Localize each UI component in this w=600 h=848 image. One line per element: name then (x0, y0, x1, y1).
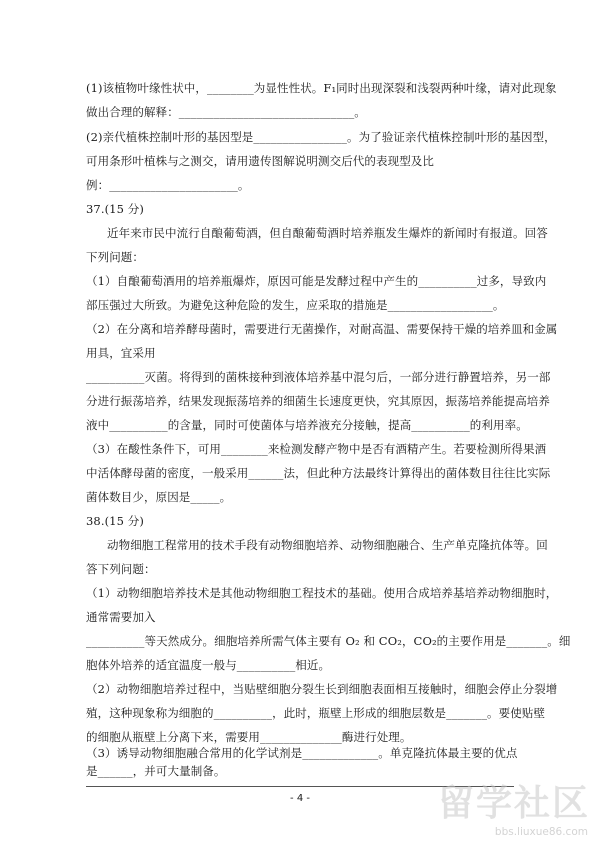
q36-part1-line2: 做出合理的解释：______________________________。 (86, 105, 366, 119)
watermark-url: bbs.liuxue86.com (494, 826, 588, 838)
q37-part2-line3: __________灭菌。将得到的菌株接种到液体培养基中混匀后，一部分进行静置培养，另一部 (86, 370, 551, 384)
q38-part3-line1: （3）诱导动物细胞融合常用的化学试剂是_____________。单克隆抗体最主要的优点 (86, 746, 518, 760)
q37-intro-line2: 下列问题： (86, 250, 144, 264)
watermark-logo-text: 留学社区 (437, 783, 590, 824)
q37-part2-line2: 用具，宜采用 (86, 346, 156, 360)
q38-part2-line1: （2）动物细胞培养过程中，当贴壁细胞分裂生长到细胞表面相互接触时，细胞会停止分裂增 (86, 682, 558, 696)
q38-part1-line2: 通常需要加入 (86, 610, 156, 624)
q36-part2-line3: 例：______________________。 (86, 178, 250, 192)
q36-part2-line2: 可用条形叶植株与之测交，请用遗传图解说明测交后代的表现型及比 (86, 154, 434, 168)
q38-part1-line3: __________等天然成分。细胞培养所需气体主要有 O₂ 和 CO₂，CO₂的主要作用是_______。细 (86, 634, 571, 648)
q37-intro-line1: 近年来市民中流行自酿葡萄酒，但自酿葡萄酒时培养瓶发生爆炸的新闻时有报道。回答 (107, 226, 548, 240)
q36-part1-line1: (1)该植物叶缘性状中，________为显性性状。F₁同时出现深裂和浅裂两种叶缘，请对此现象 (86, 81, 557, 95)
q38-part1-line4: 胞体外培养的适宜温度一般与__________相近。 (86, 658, 331, 672)
q37-part1-line2: 部压强过大所致。为避免这种危险的发生，应采取的措施是__________________。 (86, 298, 505, 312)
q37-part2-line1: （2）在分离和培养酵母菌时，需要进行无菌操作，对耐高温、需要保持干燥的培养皿和金属 (86, 322, 558, 336)
q38-part1-line1: （1）动物细胞培养技术是其他动物细胞工程技术的基础。使用合成培养基培养动物细胞时， (86, 586, 558, 600)
q38-part2-line2: 殖，这种现象称为细胞的__________，此时，瓶壁上形成的细胞层数是_______。要使贴壁 (86, 706, 546, 720)
q37-part3-line1: （3）在酸性条件下，可用________来检测发酵产物中是否有酒精产生。若要检测所得果酒 (86, 442, 547, 456)
q38-intro-line1: 动物细胞工程常用的技术手段有动物细胞培养、动物细胞融合、生产单克隆抗体等。回 (107, 538, 548, 552)
q37-part3-line2: 中活体酵母菌的密度，一般采用______法，但此种方法最终计算得出的菌体数目往往比实际 (86, 466, 551, 480)
q37-heading: 37.(15 分) (86, 202, 144, 216)
q37-part1-line1: （1）自酿葡萄酒用的培养瓶爆炸，原因可能是发酵过程中产生的__________过多，导致内 (86, 274, 547, 288)
q37-part3-line3: 菌体数目少，原因是_____。 (86, 490, 232, 504)
q38-heading: 38.(15 分) (86, 514, 144, 528)
site-watermark (422, 784, 592, 844)
q38-part3-line2: 是______，并可大量制备。 (86, 764, 226, 778)
q37-part2-line4: 分进行振荡培养，结果发现振荡培养的细菌生长速度更快，究其原因，振荡培养能提高培养 (86, 394, 550, 408)
page-number: - 4 - (290, 793, 310, 804)
q36-part2-line1: (2)亲代植株控制叶形的基因型是________________。为了验证亲代植株控制叶形的基因型， (86, 130, 556, 144)
q38-part2-line3: 的细胞从瓶壁上分离下来，需要用______________酶进行处理。 (86, 730, 412, 744)
q37-part2-line5: 液中__________的含量，同时可使菌体与培养液充分接触，提高__________的利用率。 (86, 418, 528, 432)
q38-intro-line2: 答下列问题： (86, 562, 156, 576)
